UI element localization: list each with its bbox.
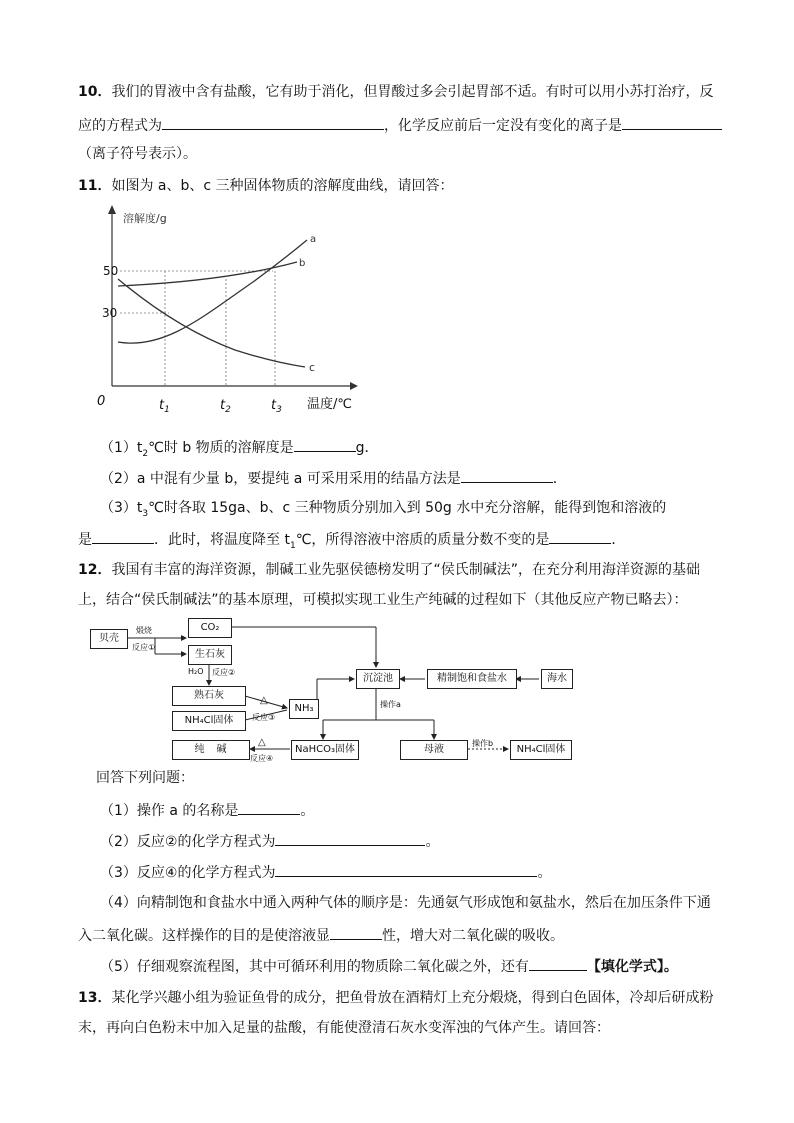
q11-sub2-blank[interactable] [461, 467, 553, 483]
flow-soda-ash: 纯 碱 [172, 740, 250, 760]
chart-xlabel: 温度/℃ [307, 397, 352, 412]
y-tick-50: 50 [103, 264, 119, 278]
q11-sub3-line1: $(3)t_3℃$时各取 15ga、b、c 三种物质分别加入到 50g 水中充分溶解，能得到饱和溶液的 [100, 500, 667, 519]
q10-text: 我们的胃液中含有盐酸，它有助于消化，但胃酸过多会引起胃部不适。有时可以用小苏打治疗，反 [111, 84, 714, 100]
q12-number: 12． [78, 562, 112, 578]
flow-seawater: 海水 [541, 669, 573, 689]
q11-line1 [78, 176, 454, 196]
series-label-c: c [309, 361, 316, 374]
flow-label-r1: 反应① [132, 643, 156, 652]
flow-label-op-a: 操作a [380, 700, 401, 709]
q10-line1 [78, 82, 713, 102]
solubility-chart [85, 200, 375, 425]
q12-sub4-blank[interactable] [330, 924, 382, 940]
q12-sub2-blank[interactable] [275, 830, 425, 846]
flow-slaked-lime: 熟石灰 [172, 686, 246, 706]
flow-co2: CO₂ [188, 618, 232, 638]
q12-sub5-blank[interactable] [529, 955, 587, 971]
q10-number: 10． [78, 84, 112, 100]
flow-label-delta2: △ [258, 737, 266, 748]
flow-quicklime: 生石灰 [188, 645, 232, 665]
q12-line2: 上，结合“侯氏制碱法”的基本原理，可模拟实现工业生产纯碱的过程如下（其他反应产物已略去）： [78, 592, 688, 608]
flow-mother-liquor: 母液 [400, 740, 468, 760]
flow-label-water: H₂O [188, 667, 204, 676]
q11-number: 11． [78, 178, 112, 194]
q12-sub3-blank[interactable] [275, 861, 537, 877]
x-tick-t1: $t_1$ [159, 398, 170, 415]
q10-line2 [78, 114, 722, 136]
flow-label-op-b: 操作b [472, 739, 494, 748]
flow-precipitation-tank: 沉淀池 [356, 669, 400, 689]
chart-ylabel: 溶解度/g [123, 212, 167, 225]
q13-line1: 13．某化学兴趣小组为验证鱼骨的成分，把鱼骨放在酒精灯上充分煅烧，得到白色固体，冷却后研成粉 [78, 990, 714, 1006]
flow-label-r4: 反应④ [250, 754, 274, 763]
q10-equation-blank[interactable] [162, 114, 384, 130]
curve-c [118, 279, 305, 367]
q11-sub1: $(1)t_2℃$时 b 物质的溶解度是 g． [100, 436, 379, 464]
chart-origin: 0 [97, 394, 106, 409]
q10-text-b: ，化学反应前后一定没有变化的离子是 [384, 118, 622, 134]
flow-label-delta1: △ [260, 695, 268, 706]
series-label-b: b [299, 258, 306, 269]
q10-ion-blank[interactable] [622, 114, 722, 130]
curve-b [118, 262, 297, 286]
q12-sub3: （3）反应④的化学方程式为 。 [100, 861, 551, 883]
q11-sub2: （2）a 中混有少量 b，要提纯 a 可采用采用的结晶方法是 ． [100, 467, 567, 489]
q12-sub1-blank[interactable] [238, 799, 300, 815]
q12-sub4-line2: 入二氧化碳。这样操作的目的是使溶液显 性，增大对二氧化碳的吸收。 [78, 924, 564, 946]
q11-sub3-blank1[interactable] [92, 528, 154, 544]
flow-brine: 精制饱和食盐水 [427, 669, 517, 689]
x-tick-t3: $t_3$ [271, 398, 282, 415]
flow-nh4cl-input: NH₄Cl固体 [172, 711, 246, 731]
q12-sub5: （5）仔细观察流程图，其中可循环利用的物质除二氧化碳之外，还有 【填化学式】。 [100, 955, 678, 977]
q13-number: 13． [78, 990, 112, 1006]
flow-label-r3: 反应③ [252, 713, 276, 722]
series-label-a: a [310, 234, 317, 245]
flow-label-calcine: 煅烧 [136, 626, 152, 635]
q11-sub1-blank[interactable] [294, 436, 356, 452]
x-tick-t2: $t_2$ [220, 398, 231, 415]
q11-intro: 如图为 a、b、c 三种固体物质的溶解度曲线，请回答： [111, 178, 454, 194]
q12-sub4-line1: （4）向精制饱和食盐水中通入两种气体的顺序是：先通氨气形成饱和氨盐水，然后在加压条件下通 [100, 895, 711, 911]
q10-line3: （离子符号表示）。 [78, 146, 197, 162]
chart-axes [108, 205, 358, 390]
q12-sub2: （2）反应②的化学方程式为 。 [100, 830, 439, 852]
flow-nh4cl-output: NH₄Cl固体 [510, 740, 572, 760]
curve-a [118, 240, 307, 343]
q12-sub1: （1）操作 a 的名称是 。 [100, 799, 314, 821]
flow-nahco3: NaHCO₃固体 [291, 740, 359, 760]
flow-label-r2: 反应② [212, 668, 236, 677]
q12-line1: 12．我国有丰富的海洋资源，制碱工业先驱侯德榜发明了“侯氏制碱法”，在充分利用海洋资源的基础 [78, 562, 700, 578]
flow-nh3: NH₃ [289, 699, 319, 719]
guide-lines [120, 271, 275, 386]
flow-shell: 贝壳 [90, 629, 128, 649]
q13-line2: 末，再向白色粉末中加入足量的盐酸，有能使澄清石灰水变浑浊的气体产生。请回答： [78, 1020, 610, 1036]
q11-sub3-line2: 是 ．此时，将温度降至 $t_1℃$，所得溶液中溶质的质量分数不变的是 ． [78, 528, 625, 556]
q10-text-a: 应的方程式为 [78, 118, 162, 134]
q11-sub3-blank2[interactable] [549, 528, 611, 544]
y-tick-30: 30 [102, 306, 118, 320]
q12-answer-head: 回答下列问题： [96, 770, 194, 786]
